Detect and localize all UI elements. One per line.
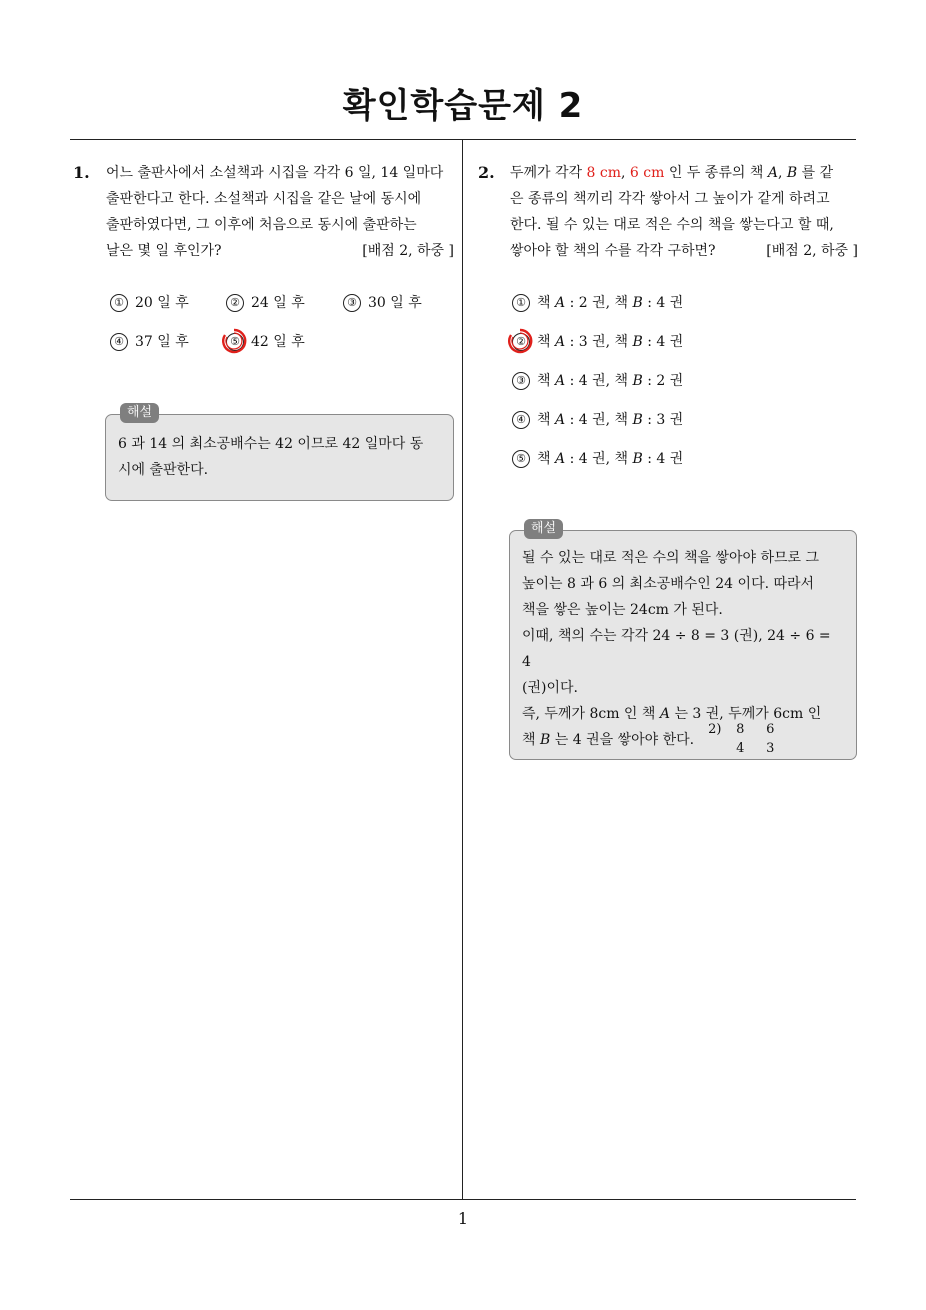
solution-line: (권)이다. [522, 680, 578, 696]
answer-mark-icon [506, 327, 534, 355]
q2-option-4[interactable]: ④ 책 A : 4 권, 책 B : 3 권 [512, 409, 683, 431]
length-a: 8 cm [586, 165, 622, 181]
solution-line: 책을 쌓은 높이는 24cm 가 된다. [522, 602, 723, 618]
answer-mark-icon [220, 327, 248, 355]
question-1-number: 1. [73, 163, 90, 182]
question-2-score: [배점 2, 하중 ] [766, 243, 858, 259]
solution-line: 6 과 14 의 최소공배수는 42 이므로 42 일마다 동 [118, 436, 424, 452]
solution-line: 높이는 8 과 6 의 최소공배수인 24 이다. 따라서 [522, 576, 815, 592]
bottom-divider [70, 1199, 856, 1200]
q2-solution-box [509, 521, 857, 760]
q1-solution-box [105, 405, 454, 501]
q1-option-1[interactable]: ① 20 일 후 [110, 292, 189, 314]
q2-option-2[interactable]: ② 책 A : 3 권, 책 B : 4 권 [512, 331, 683, 353]
q2-option-5[interactable]: ⑤ 책 A : 4 권, 책 B : 4 권 [512, 448, 683, 470]
solution-line: 될 수 있는 대로 적은 수의 책을 쌓아야 하므로 그 [522, 550, 820, 566]
question-2-number: 2. [478, 163, 495, 182]
question-2-line: 한다. 될 수 있는 대로 적은 수의 책을 쌓는다고 할 때, [510, 217, 834, 233]
question-1-score: [배점 2, 하중 ] [362, 243, 454, 259]
q1-option-5[interactable]: ⑤ 42 일 후 [226, 331, 305, 353]
question-1-line: 어느 출판사에서 소설책과 시집을 각각 6 일, 14 일마다 [106, 165, 444, 181]
question-1-line: 출판하였다면, 그 이후에 처음으로 동시에 출판하는 [106, 217, 417, 233]
page-title: 확인학습문제 2 [342, 86, 584, 126]
q2-option-1[interactable]: ① 책 A : 2 권, 책 B : 4 권 [512, 292, 683, 314]
q1-option-3[interactable]: ③ 30 일 후 [343, 292, 422, 314]
solution-label: 해설 [524, 519, 563, 539]
division-ladder: 2) 8 6 4 3 [708, 722, 775, 756]
question-1-line: 날은 몇 일 후인가? [배점 2, 하중 ] [106, 238, 454, 264]
question-2-line: 은 종류의 책끼리 각각 쌓아서 그 높이가 같게 하려고 [510, 191, 830, 207]
question-1-text [106, 160, 454, 264]
top-divider [70, 139, 856, 140]
solution-line: 시에 출판한다. [118, 462, 209, 478]
length-b: 6 cm [629, 165, 665, 181]
q1-option-2[interactable]: ② 24 일 후 [226, 292, 305, 314]
question-2-line: 두께가 각각 8 cm, 6 cm 인 두 종류의 책 A, B 를 같 [510, 165, 834, 181]
question-1-line: 출판한다고 한다. 소설책과 시집을 같은 날에 동시에 [106, 191, 422, 207]
page-number: 1 [457, 1209, 469, 1228]
column-divider [462, 140, 463, 1200]
solution-line: 책 B 는 4 권을 쌓아야 한다. 2) 8 6 4 3 [522, 727, 844, 767]
solution-line: 즉, 두께가 8cm 인 책 A 는 3 권, 두께가 6cm 인 [522, 706, 822, 722]
question-2-text [510, 160, 858, 264]
q1-option-4[interactable]: ④ 37 일 후 [110, 331, 189, 353]
solution-line: 이때, 책의 수는 각각 24 ÷ 8 = 3 (권), 24 ÷ 6 = 4 [522, 628, 831, 670]
solution-label: 해설 [120, 403, 159, 423]
question-2-line: 쌓아야 할 책의 수를 각각 구하면? [배점 2, 하중 ] [510, 238, 858, 264]
q2-option-3[interactable]: ③ 책 A : 4 권, 책 B : 2 권 [512, 370, 683, 392]
